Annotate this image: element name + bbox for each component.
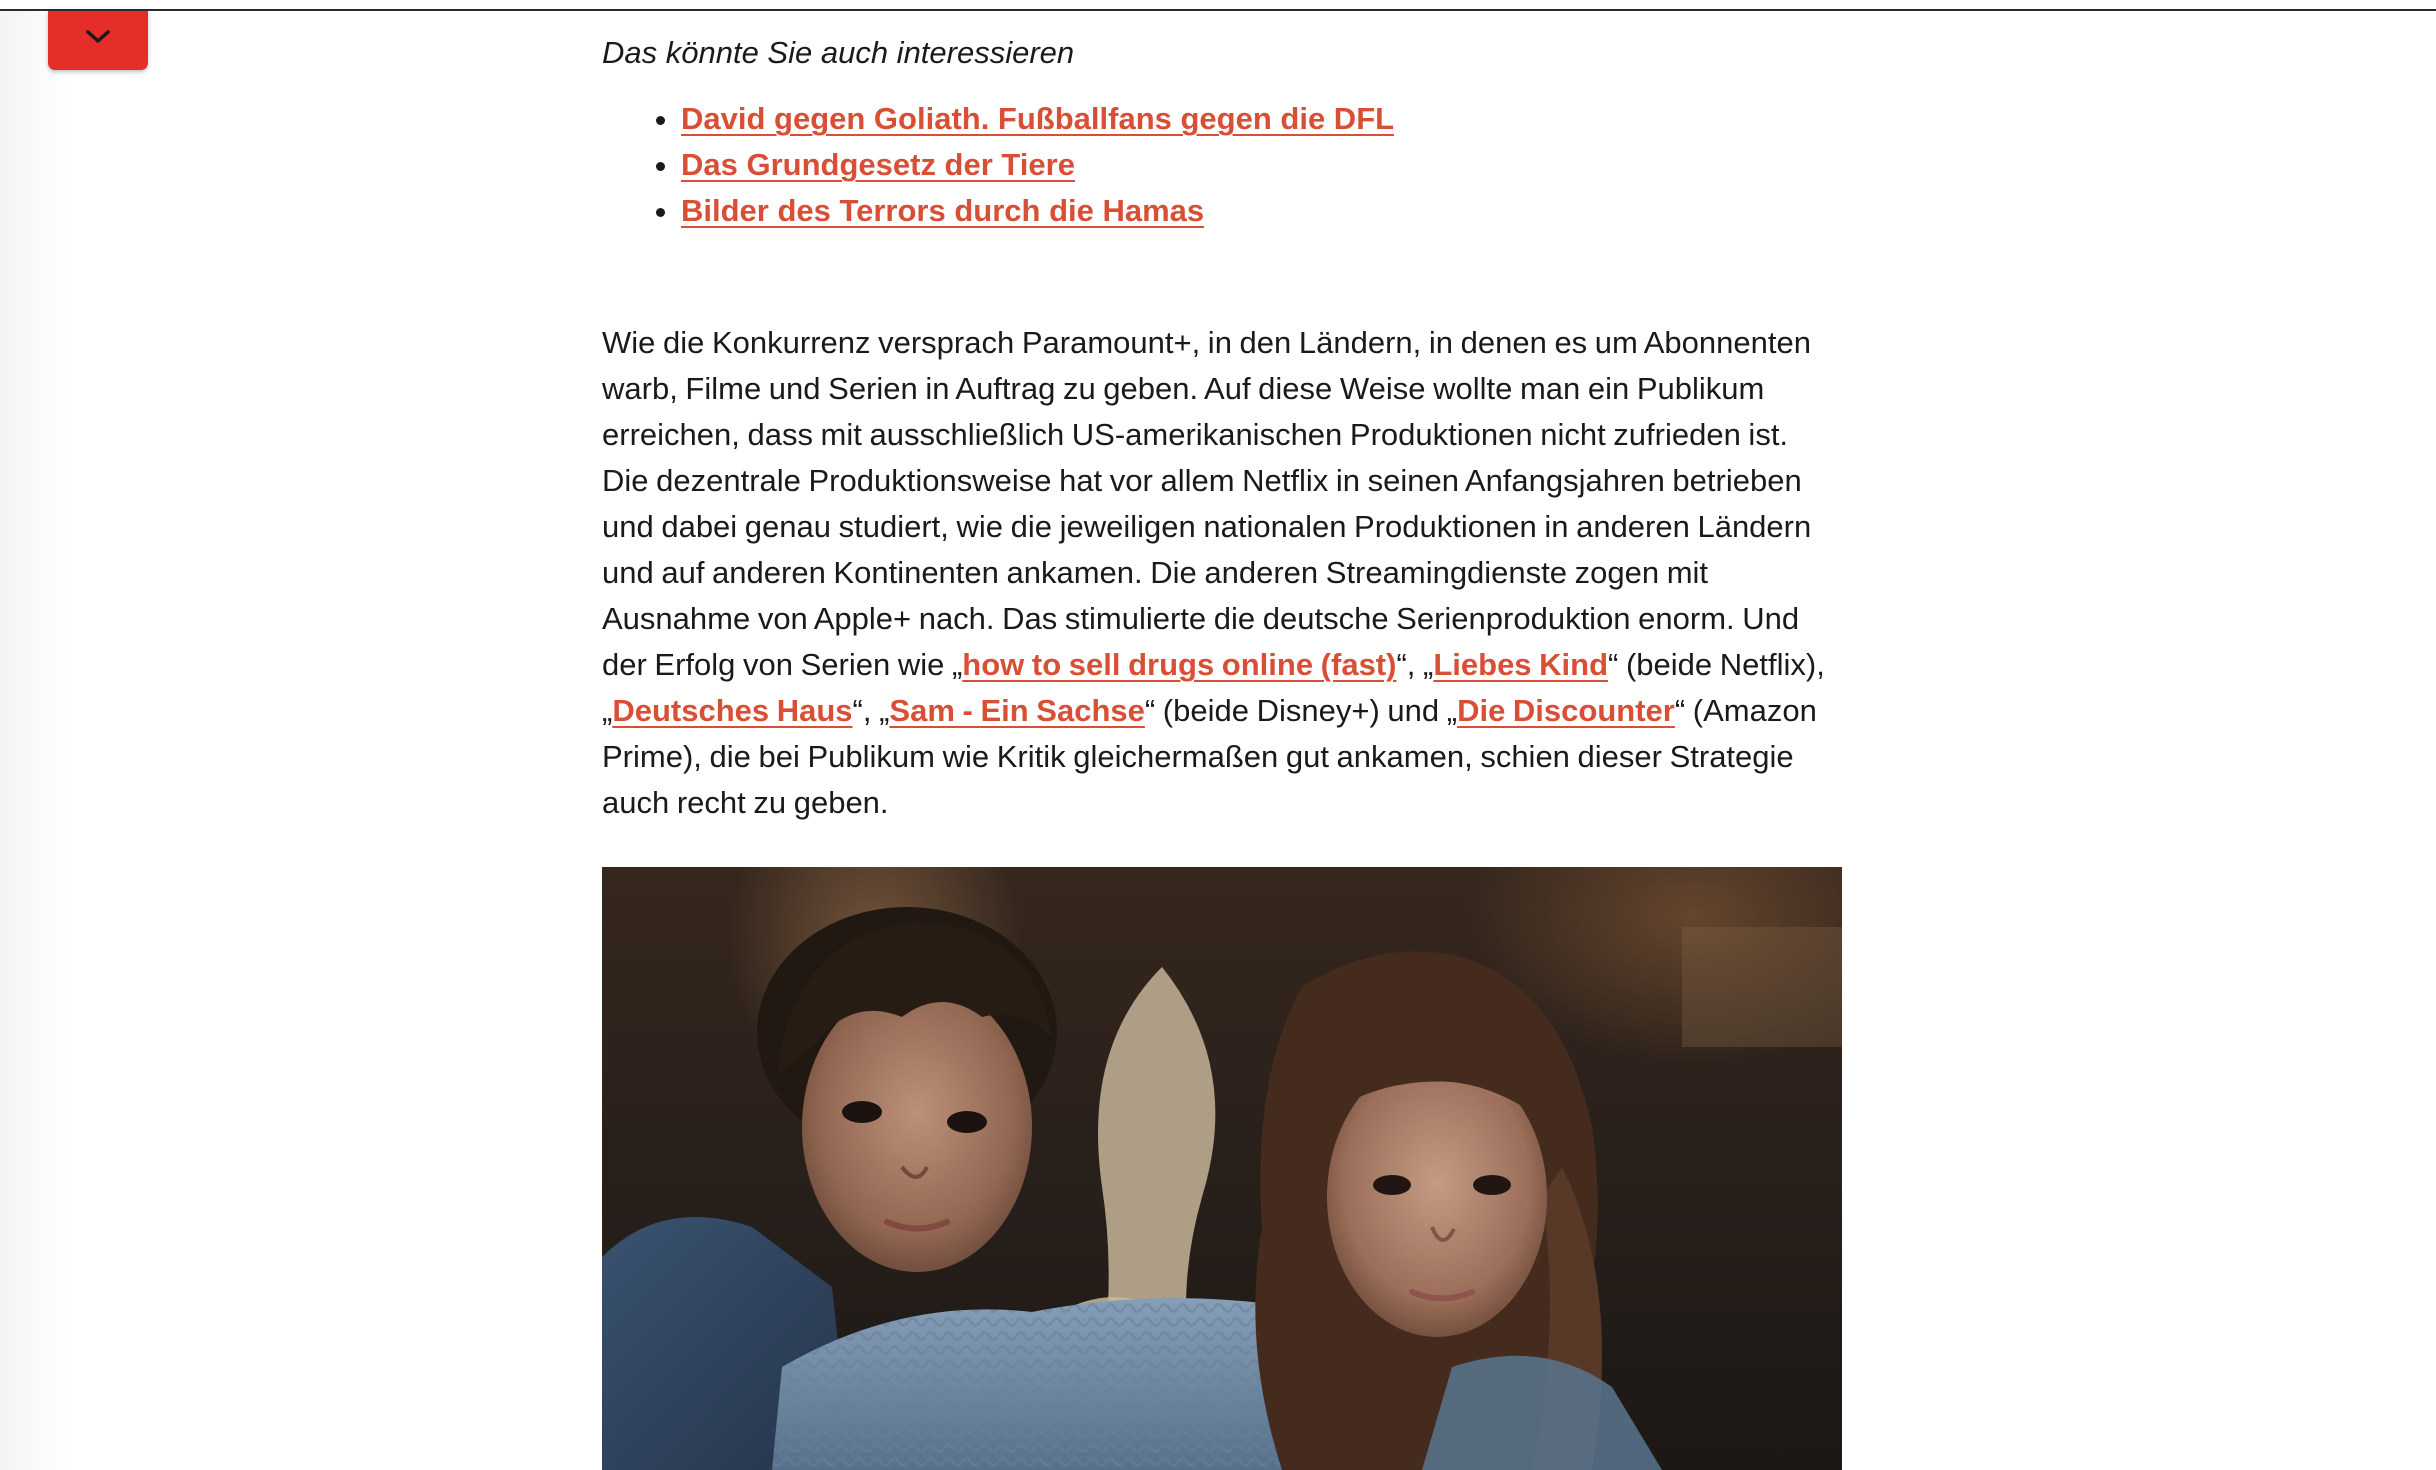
related-link-grundgesetz[interactable]: Das Grundgesetz der Tiere — [681, 147, 1075, 182]
chevron-down-icon — [84, 28, 112, 46]
paragraph-text: “, „ — [1396, 647, 1434, 682]
list-item — [681, 188, 1394, 234]
list-item — [681, 96, 1394, 142]
top-border-rule — [0, 9, 2436, 11]
related-link-fussballfans[interactable]: David gegen Goliath. Fußballfans gegen die DFL — [681, 101, 1395, 136]
series-link-how-to-sell-drugs[interactable]: how to sell drugs online (fast) — [962, 647, 1397, 682]
series-link-liebes-kind[interactable]: Liebes Kind — [1433, 647, 1609, 682]
series-link-sam-ein-sachse[interactable]: Sam - Ein Sachse — [889, 693, 1145, 728]
related-articles-list — [602, 96, 1394, 234]
paragraph-text: Wie die Konkurrenz versprach Paramount+, in den Ländern, in denen es um Abonnenten warb, Filme und Serien in Auftrag zu geben. Auf diese Weise wollte man ein Publikum erreichen, dass mit ausschließlich US-amerikanischen Produktionen nicht zufrieden ist. Die dezentrale Produktionsweise hat vor allem Netflix in seinen Anfangsjahren betrieben und dabei genau studiert, wie die jeweiligen nationalen Produktionen in anderen Ländern und auf anderen Kontinenten ankamen. Die anderen Streamingdienste zogen mit Ausnahme von Apple+ nach. Das stimulierte die deutsche Serienproduktion enorm. Und der Erfolg von Serien wie „ — [602, 325, 1812, 682]
paragraph-text: “ (Amazon Prime), die bei Publikum wie Kritik gleichermaßen gut ankamen, schien dieser Strategie auch recht zu geben. — [602, 693, 1817, 820]
series-link-deutsches-haus[interactable]: Deutsches Haus — [612, 693, 853, 728]
related-link-hamas[interactable]: Bilder des Terrors durch die Hamas — [681, 193, 1205, 228]
series-link-die-discounter[interactable]: Die Discounter — [1457, 693, 1675, 728]
paragraph-text: “ (beide Netflix), „ — [602, 647, 1825, 728]
left-edge-shadow — [0, 11, 70, 1470]
article-photo — [602, 867, 1842, 1470]
list-item — [681, 142, 1394, 188]
paragraph-text: “ (beide Disney+) und „ — [1144, 693, 1458, 728]
expand-toggle-button[interactable] — [48, 11, 148, 70]
article-paragraph — [602, 320, 1842, 826]
photo-illustration — [602, 867, 1842, 1470]
paragraph-text: “, „ — [852, 693, 890, 728]
related-articles-heading: Das könnte Sie auch interessieren — [602, 35, 1075, 70]
